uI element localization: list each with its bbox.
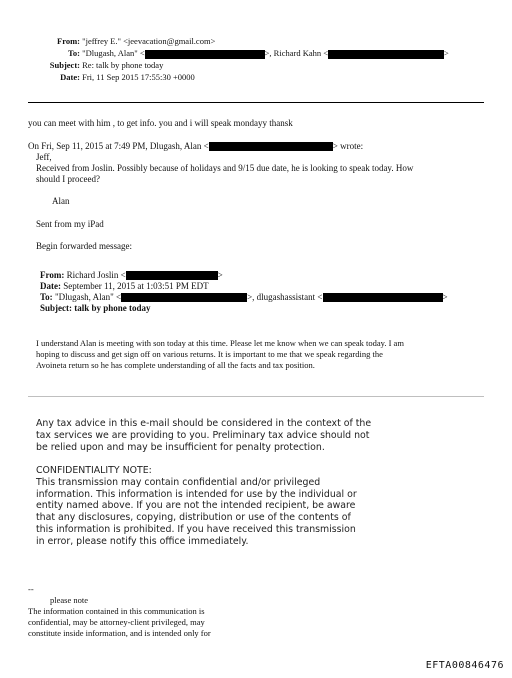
redaction-bar <box>209 142 333 151</box>
quote-intro <box>28 141 363 152</box>
signoff: Alan <box>52 196 70 206</box>
confidentiality-line-4: that any disclosures, copying, distribution or use of the contents of <box>36 512 351 524</box>
footer-please-note: please note <box>50 595 88 605</box>
header-from-label: From: <box>57 36 80 46</box>
header-subject-value: Re: talk by phone today <box>82 60 164 70</box>
footer-line-2: confidential, may be attorney-client privileged, may <box>28 617 205 627</box>
header-subject-label: Subject: <box>49 60 80 70</box>
redaction-bar <box>126 271 218 280</box>
confidentiality-line-1: This transmission may contain confidential and/or privileged <box>36 476 321 488</box>
fwd-to-label: To: <box>40 292 53 302</box>
quote-para-line-1: Received from Joslin. Possibly because of holidays and 9/15 due date, he is looking to speak today. How <box>36 163 414 173</box>
confidentiality-line-3: entity named above. If you are not the intended recipient, be aware <box>36 500 356 512</box>
section-divider <box>28 396 484 397</box>
tax-notice-line-1: Any tax advice in this e-mail should be considered in the context of the <box>36 418 372 429</box>
fwd-to-value-1: "Dlugash, Alan" < <box>54 292 122 302</box>
fwd-subject-row <box>40 303 151 314</box>
fwd-body-line-2: hoping to discuss and get sign off on various returns. It is important to me that we speak regarding the <box>36 349 383 359</box>
fwd-to-value-2: >, dlugashassistant < <box>247 292 323 302</box>
reply-text: you can meet with him , to get info. you and i will speak mondayy thansk <box>28 118 293 128</box>
header-from-row <box>34 36 215 47</box>
quote-para-line-2: should I proceed? <box>36 174 100 184</box>
salutation: Jeff, <box>36 152 52 162</box>
fwd-date-value: September 11, 2015 at 1:03:51 PM EDT <box>63 281 209 291</box>
tax-notice <box>36 418 371 453</box>
fwd-body-line-1: I understand Alan is meeting with son today at this time. Please let me know when we can speak today. I am <box>36 338 404 348</box>
fwd-subject-label: Subject: <box>40 303 72 313</box>
fwd-to-value-3: > <box>442 292 448 302</box>
forwarded-label: Begin forwarded message: <box>36 241 132 251</box>
fwd-subject-value: talk by phone today <box>74 303 151 313</box>
confidentiality-line-2: information. This information is intended for use by the individual or <box>36 488 357 500</box>
header-from-value: "jeffrey E." <jeevacation@gmail.com> <box>82 36 216 46</box>
fwd-body-line-3: Avoineta return so he has complete understanding of all the facts and tax position. <box>36 360 315 370</box>
header-date-value: Fri, 11 Sep 2015 17:55:30 +0000 <box>82 72 195 82</box>
fwd-from-value: Richard Joslin < <box>66 270 126 280</box>
fwd-to-row <box>40 292 448 303</box>
fwd-date-label: Date: <box>40 281 61 291</box>
footer-line-3: constitute inside information, and is intended only for <box>28 628 211 638</box>
confidentiality-title: CONFIDENTIALITY NOTE: <box>36 465 152 476</box>
header-to-row <box>34 48 449 59</box>
header-subject-row <box>34 60 163 71</box>
fwd-from-end: > <box>217 270 223 280</box>
confidentiality-line-6: in error, please notify this office immediately. <box>36 535 249 547</box>
footer-line-1: The information contained in this communication is <box>28 606 205 616</box>
tax-notice-line-2: tax services we are providing to you. Preliminary tax advice should not <box>36 429 370 441</box>
fwd-date-row <box>40 281 209 292</box>
header-date-label: Date: <box>60 72 80 82</box>
sent-from: Sent from my iPad <box>36 219 104 229</box>
confidentiality-note <box>36 465 357 548</box>
header-date-row <box>34 72 195 83</box>
header-to-value-1: "Dlugash, Alan" < <box>82 48 145 58</box>
quote-intro-text: On Fri, Sep 11, 2015 at 7:49 PM, Dlugash, Alan < <box>28 141 209 151</box>
header-to-label: To: <box>68 48 80 58</box>
header-divider <box>28 102 484 103</box>
header-to-value-3: > <box>444 48 449 58</box>
redaction-bar <box>121 293 247 302</box>
header-to-value-2: >, Richard Kahn < <box>264 48 329 58</box>
tax-notice-line-3: be relied upon and may be insufficient for penalty protection. <box>36 441 325 453</box>
fwd-from-label: From: <box>40 270 65 280</box>
quote-intro-end: > wrote: <box>332 141 364 151</box>
redaction-bar <box>323 293 443 302</box>
document-id: EFTA00846476 <box>425 660 504 671</box>
footer-dashes: -- <box>28 584 34 594</box>
redaction-bar <box>328 50 444 59</box>
redaction-bar <box>145 50 265 59</box>
confidentiality-line-5: this information is prohibited. If you have received this transmission <box>36 523 356 535</box>
fwd-from-row <box>40 270 223 281</box>
